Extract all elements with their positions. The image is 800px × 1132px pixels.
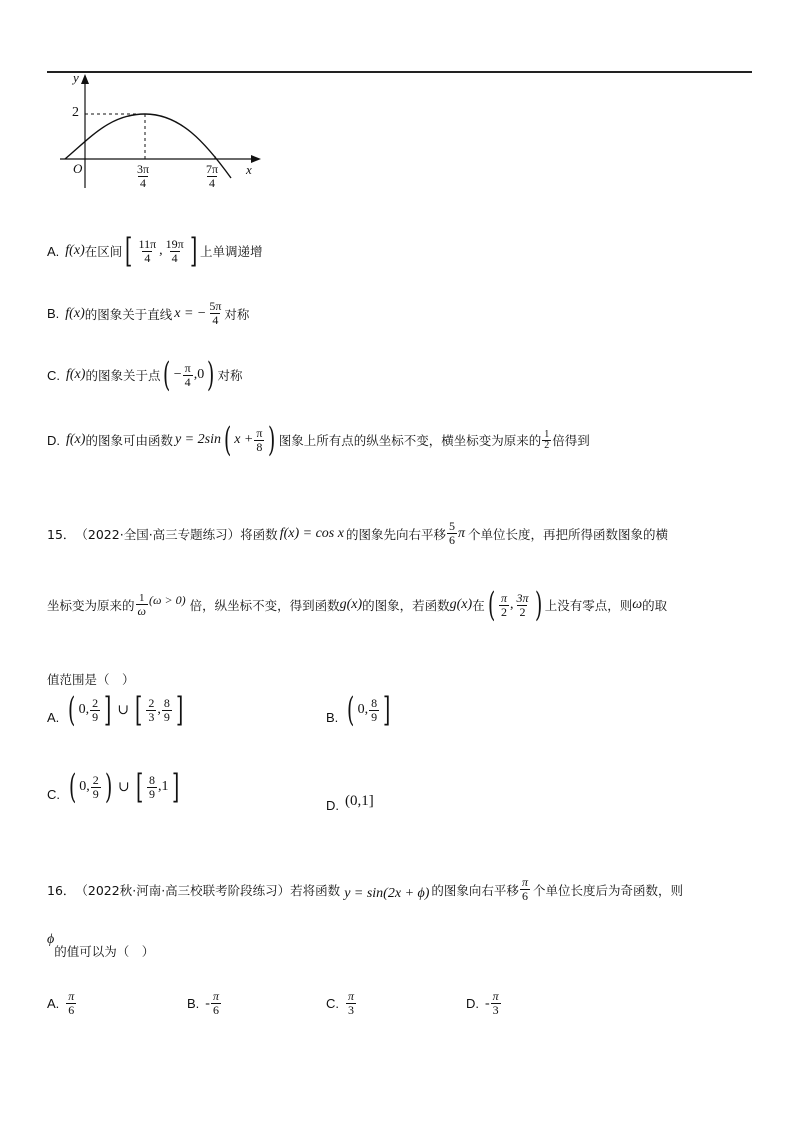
q14-option-c[interactable]: C. f(x) 的图象关于点 ( − $\frac{\pi}{4}$ ,0 ) 对称 [47,355,243,395]
y-axis-arrow [81,74,89,84]
q16-option-b[interactable]: B. - $\frac{\pi}{6}$ [187,989,219,1017]
q15-option-d[interactable]: D. (0,1] [326,793,374,813]
q16-stem-line2: ϕ 的值可以为（ ） [47,932,155,959]
q16-option-c[interactable]: C. $\frac{\pi}{3}$ [326,989,355,1017]
x-axis-arrow [251,155,261,163]
q14-option-d[interactable]: D. f(x) 的图象可由函数 y = 2sin ( x + $\frac{\pi}{8}$ ) 图象上所有点的纵坐标不变，横坐标变为原来的 $\frac{1}{2}$ 倍得到 [47,420,590,460]
sine-graph [55,70,270,205]
x-tick2-label: $\frac{7\pi}{4}$ [206,162,219,190]
y-axis-label: y [73,70,79,85]
y-tick-label: 2 [72,105,79,120]
q15-stem-line3: 值范围是（ ） [47,672,135,687]
x-tick1-label: $\frac{3\pi}{4}$ [137,162,150,190]
q14-option-b[interactable]: B. f(x) 的图象关于直线 x = − $\frac{5\pi}{4}$ 对称 [47,299,250,327]
q15-stem-line1: 15． （2022·全国·高三专题练习） 将函数 f(x) = cos x 的图象先向右平移 $\frac{5}{6}$ π 个单位长度，再把所得函数图象的横 [47,519,668,547]
q16-source: （2022秋·河南·高三校联考阶段练习） [75,882,291,898]
q15-option-c[interactable]: C. ( 0, $\frac{2}{9}$ ) ∪ [ $\frac{8}{9}$ ,1 ] [47,767,179,807]
q14-option-a[interactable]: A. f(x) 在区间 [ $\frac{11\pi}{4}$ , $\frac{19\pi}{4}$ ] 上单调递增 [47,231,263,271]
origin-label: O [73,161,83,176]
q15-stem-line2: 坐标变为原来的 $\frac{1}{\omega}$ (ω > 0) 倍，纵坐标不变，得到函数 g(x) 的图象，若函数 g(x) 在 ( $\frac{\pi}{2}$ , $\frac{3\pi}{2}$ ) 上没有零点，则 ω 的取 [47,585,668,625]
q15-option-b[interactable]: B. ( 0, $\frac{8}{9}$ ] [326,690,391,730]
q15-option-a[interactable]: A. ( 0, $\frac{2}{9}$ ] ∪ [ $\frac{2}{3}$ , $\frac{8}{9}$ ] [47,690,184,730]
q16-option-a[interactable]: A. $\frac{\pi}{6}$ [47,989,75,1017]
q16-stem-line1: 16． （2022秋·河南·高三校联考阶段练习） 若将函数 y = sin(2x + ϕ) 的图象向右平移 $\frac{\pi}{6}$ 个单位长度后为奇函数，则 [47,875,683,903]
x-axis-label: x [246,162,252,177]
q15-source: （2022·全国·高三专题练习） [75,526,241,542]
q16-option-d[interactable]: D. - $\frac{\pi}{3}$ [466,989,499,1017]
